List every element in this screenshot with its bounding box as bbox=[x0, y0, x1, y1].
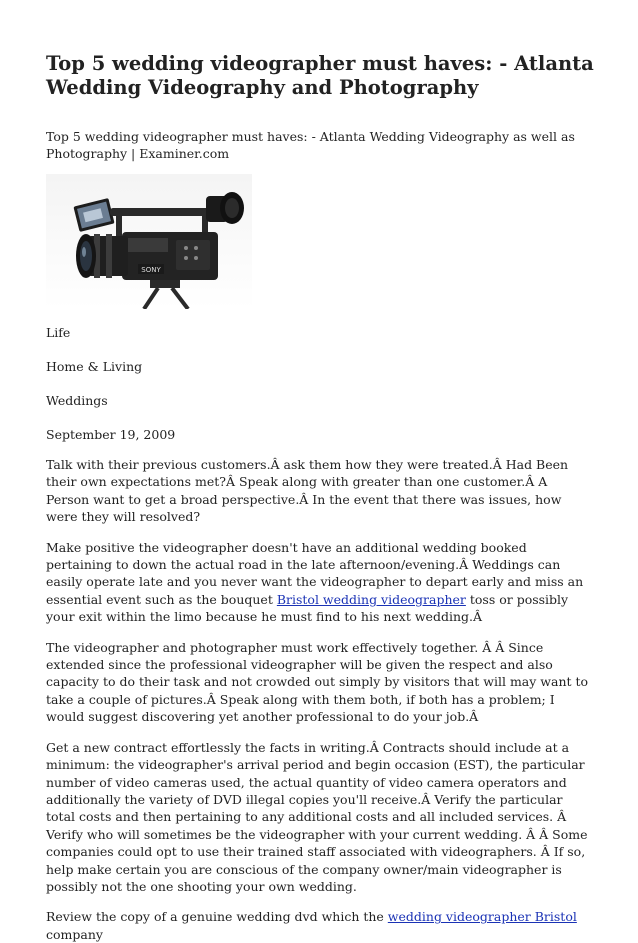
paragraph-4: Get a new contract effortlessly the facts in writing.Â Contracts should include at a minimum: the videographer's arrival period and begin occasion (EST), the particular number of video cameras used, the actual quantity of video camera operators and additionally the variety of DVD illegal copies you'll receive.Â Verify the particular total costs and then pertaining to any additional costs and all included services. Â Verify who will sometimes be the videographer with your current wedding. Â Â Some companies could opt to use their trained staff associated with videographers. Â If so, help make certain you are conscious of the company owner/main videographer is possibly not the one shooting your own wedding. bbox=[46, 739, 588, 894]
article-subtitle: Top 5 wedding videographer must haves: - Atlanta Wedding Videography as well as Photography | Examiner.com bbox=[46, 129, 575, 161]
camera-brand-label: SONY bbox=[141, 266, 161, 274]
document-page bbox=[46, 52, 594, 943]
paragraph-2-text-start: Make positive the videographer doesn't have an additional wedding booked pertaining to down the actual road in the late afternoon/evening.Â Weddings can easily operate late and you never want the videographer to depart early and miss an essential event such as the bouquet bbox=[46, 539, 584, 607]
wedding-videographer-bristol-link[interactable]: wedding videographer Bristol bbox=[387, 909, 577, 925]
paragraph-2-text-end: toss or possibly your exit within the limo because he must find to his next wedding.Â bbox=[46, 591, 569, 625]
category-label: Life bbox=[46, 325, 71, 340]
section-label: Weddings bbox=[46, 393, 108, 408]
paragraph-3: The videographer and photographer must work effectively together. Â Â Since extended since the professional videographer will be given the respect and also capacity to do their task and not crowded out simply by visitors that will may want to take a couple of pictures.Â Speak along with them both, if both has a problem; I would suggest discovering yet another professional to do your job.Â bbox=[46, 639, 589, 725]
article-meta bbox=[46, 324, 594, 443]
video-camera-illustration bbox=[46, 174, 252, 309]
subcategory-label: Home & Living bbox=[46, 359, 143, 374]
bristol-wedding-videographer-link[interactable]: Bristol wedding videographer bbox=[276, 591, 466, 607]
paragraph-1: Talk with their previous customers.Â ask them how they were treated.Â Had Been their own expectations met?Â Speak along with greater than one customer.Â A Person want to get a broad perspective.Â In the event that there was issues, how were they will resolved? bbox=[46, 457, 569, 525]
paragraph-5-text-end: company bbox=[46, 926, 103, 942]
camera-image bbox=[46, 174, 252, 309]
paragraph-2 bbox=[46, 539, 594, 626]
paragraph-5-text-start: Review the copy of a genuine wedding dvd which the bbox=[46, 909, 388, 925]
article-date: September 19, 2009 bbox=[46, 427, 176, 442]
article-title: Top 5 wedding videographer must haves: - Atlanta Wedding Videography and Photography bbox=[46, 52, 594, 99]
paragraph-5 bbox=[46, 908, 594, 943]
